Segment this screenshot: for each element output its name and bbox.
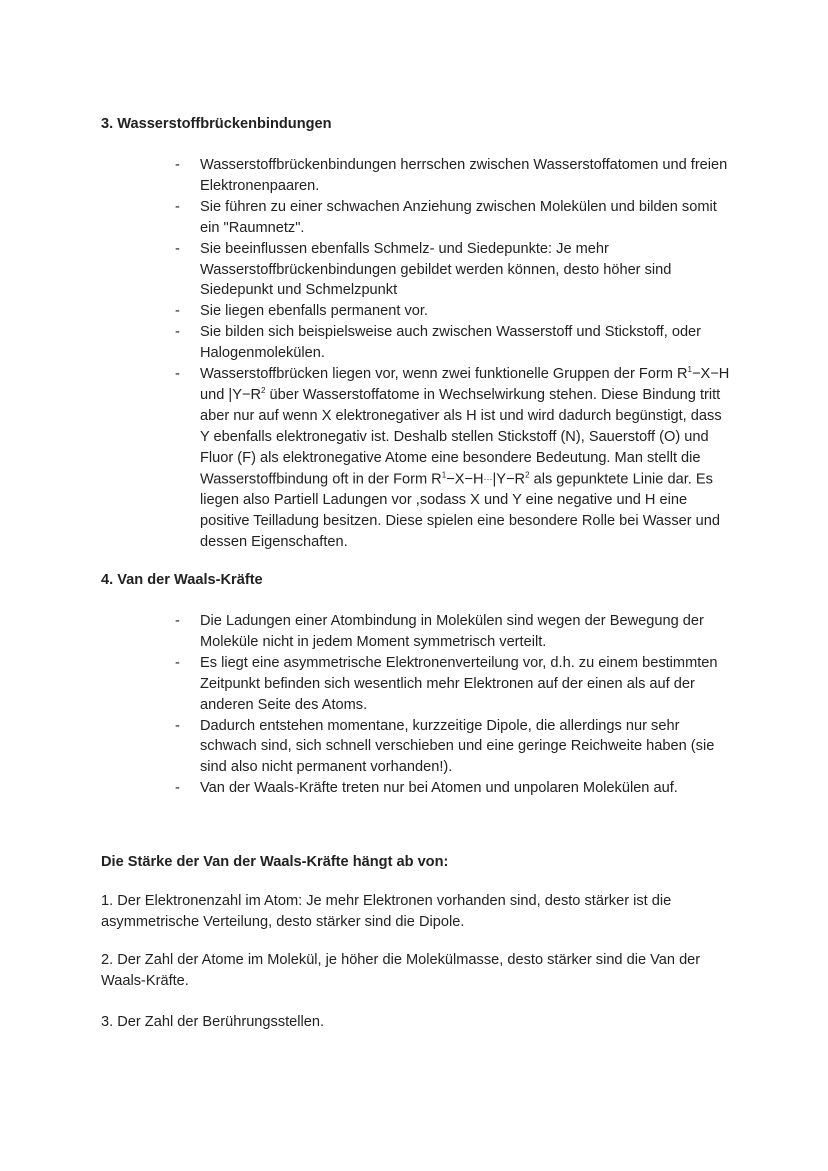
strength-point-electron-count: 1. Der Elektronenzahl im Atom: Je mehr Elektronen vorhanden sind, desto stärker ist die asymmetrische Verteilung, desto stärker sind die Dipole. [101,893,672,930]
text-segment: −X−H und |Y−R [200,366,730,403]
text-segment: als gepunktete Linie dar. Es liegen also Partiell Ladungen vor ,sodass X und Y eine negative und H eine positive Teilladung besitzen. Diese spielen eine besondere Rolle bei Wasser und dessen Eigenschaften. [200,470,721,550]
list-item-text: Es liegt eine asymmetrische Elektronenverteilung vor, d.h. zu einem bestimmten Zeitpunkt befinden sich wesentlich mehr Elektronen auf der einen als auf der anderen Seite des Atoms. [200,654,718,713]
list-item [0,155,730,197]
text-segment: über Wasserstoffatome in Wechselwirkung stehen. Diese Bindung tritt aber nur auf wenn X elektronegativer als H ist und wird dadurch begünstigt, dass Y ebenfalls elektronegativ ist. Deshalb stellen Stickstoff (N), Sauerstoff (O) und Fluor (F) als elektronegative Atome eine besondere Bedeutung. Man stellt die Wasserstoffbindung oft in der Form R [200,386,722,487]
list-item [0,322,730,364]
van-der-waals-list [0,611,828,799]
list-item [0,716,730,779]
bullet-dash: - [175,780,180,797]
bullet-dash: - [175,240,180,257]
hydrogen-bond-dots: ··· [483,473,493,484]
section-heading-van-der-waals: 4. Van der Waals-Kräfte [101,572,263,588]
list-item [0,778,730,799]
list-item-text: Sie bilden sich beispielsweise auch zwischen Wasserstoff und Stickstoff, oder Halogenmolekülen. [200,324,702,362]
bullet-dash: - [175,654,180,671]
bullet-dash: - [175,366,180,383]
list-item [0,611,730,653]
list-item-text: Sie beeinflussen ebenfalls Schmelz- und Siedepunkte: Je mehr Wasserstoffbrückenbindungen gebildet werden können, desto höher sind Siedepunkt und Schmelzpunkt [200,240,672,299]
strength-heading: Die Stärke der Van der Waals-Kräfte hängt ab von: [101,854,449,870]
list-item-text: Van der Waals-Kräfte treten nur bei Atomen und unpolaren Molekülen auf. [200,780,678,797]
strength-point-atom-count: 2. Der Zahl der Atome im Molekül, je höher die Molekülmasse, desto stärker sind die Van der Waals-Kräfte. [101,952,701,989]
superscript: 1 [687,365,692,375]
list-item-text: Sie führen zu einer schwachen Anziehung zwischen Molekülen und bilden somit ein "Raumnetz". [200,198,717,236]
bullet-dash: - [175,198,180,215]
list-item-formula [0,364,730,552]
superscript: 2 [525,470,530,480]
section-heading-hydrogen-bonds: 3. Wasserstoffbrückenbindungen [101,116,332,132]
list-item-text: Wasserstoffbrückenbindungen herrschen zwischen Wasserstoffatomen und freien Elektronenpaaren. [200,157,728,194]
list-item-text: Die Ladungen einer Atombindung in Molekülen sind wegen der Bewegung der Moleküle nicht in jedem Moment symmetrisch verteilt. [200,613,704,650]
list-item-text: Dadurch entstehen momentane, kurzzeitige Dipole, die allerdings nur sehr schwach sind, sich schnell verschieben und eine geringe Reichweite haben (sie sind also nicht permanent vorhanden!). [200,717,715,776]
superscript: 1 [441,470,447,480]
text-segment: Wasserstoffbrücken liegen vor, wenn zwei funktionelle Gruppen der Form R [200,366,688,383]
list-item [0,301,730,322]
bullet-dash: - [175,324,180,341]
list-item-text: Sie liegen ebenfalls permanent vor. [200,303,428,320]
hydrogen-bonds-list [0,155,828,553]
superscript: 2 [261,386,266,396]
bullet-dash: - [175,717,180,734]
strength-point-contact-points: 3. Der Zahl der Berührungsstellen. [101,1014,325,1030]
bullet-dash: - [175,303,180,320]
list-item [0,239,730,302]
text-segment: −X−H [446,470,484,487]
text-segment: |Y−R [492,470,526,487]
list-item [0,197,730,239]
bullet-dash: - [175,613,180,629]
list-item [0,653,730,716]
bullet-dash: - [175,157,180,173]
